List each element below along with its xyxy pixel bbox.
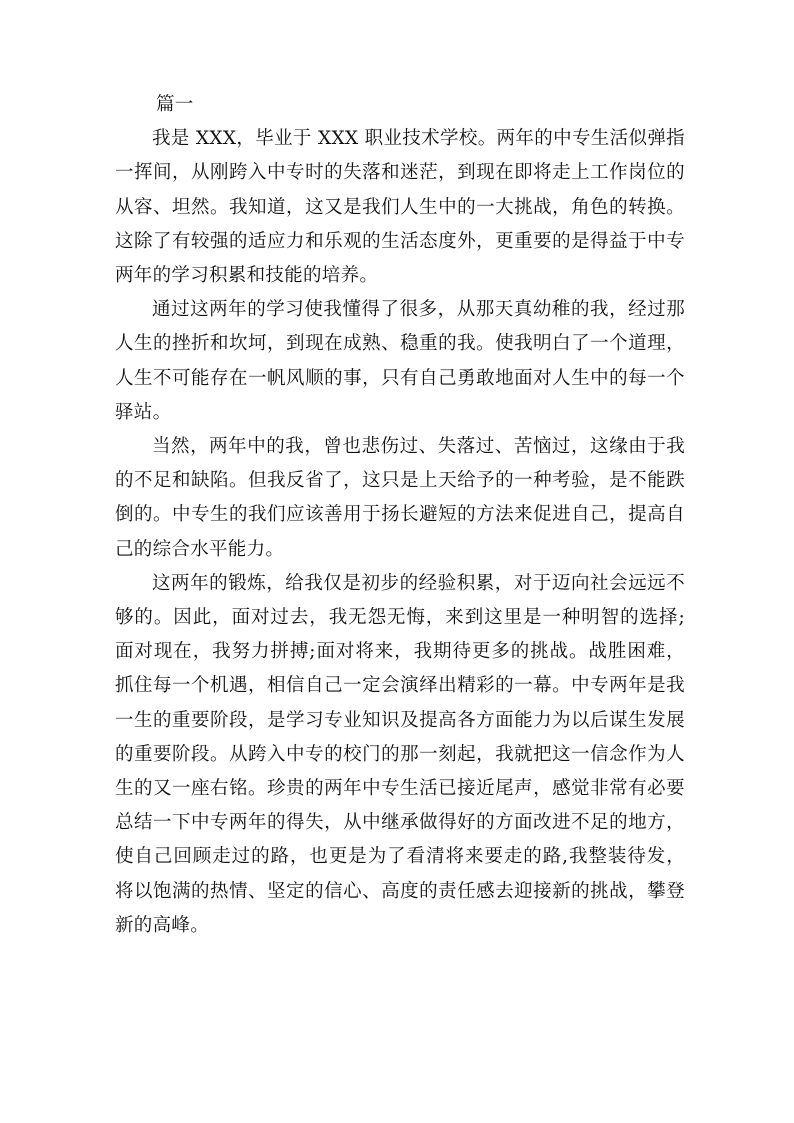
document-body: [115, 88, 685, 943]
paragraph-1: 我是 XXX，毕业于 XXX 职业技术学校。两年的中专生活似弹指一挥间，从刚跨入中专时的失落和迷茫，到现在即将走上工作岗位的从容、坦然。我知道，这又是我们人生中的一大挑战，角色的转换。这除了有较强的适应力和乐观的生活态度外，更重要的是得益于中专两年的学习积累和技能的培养。: [115, 128, 685, 287]
paragraph-3: 当然，两年中的我，曾也悲伤过、失落过、苦恼过，这缘由于我的不足和缺陷。但我反省了，这只是上天给予的一种考验，是不能跌倒的。中专生的我们应该善用于扬长避短的方法来促进自己，提高自己的综合水平能力。: [115, 436, 685, 560]
section-heading: 篇一: [156, 94, 194, 115]
paragraph-2: 通过这两年的学习使我懂得了很多，从那天真幼稚的我，经过那人生的挫折和坎坷，到现在成熟、稳重的我。使我明白了一个道理，人生不可能存在一帆风顺的事，只有自己勇敢地面对人生中的每一个驿站。: [115, 299, 685, 423]
paragraph-4: 这两年的锻炼，给我仅是初步的经验积累，对于迈向社会远远不够的。因此，面对过去，我无怨无悔，来到这里是一种明智的选择;面对现在，我努力拼搏;面对将来，我期待更多的挑战。战胜困难，抓住每一个机遇，相信自己一定会演绎出精彩的一幕。中专两年是我一生的重要阶段，是学习专业知识及提高各方面能力为以后谋生发展的重要阶段。从跨入中专的校门的那一刻起，我就把这一信念作为人生的又一座右铭。珍贵的两年中专生活已接近尾声，感觉非常有必要总结一下中专两年的得失，从中继承做得好的方面改进不足的地方，使自己回顾走过的路，也更是为了看清将来要走的路,我整装待发，将以饱满的热情、坚定的信心、高度的责任感去迎接新的挑战，攀登新的高峰。: [115, 572, 685, 936]
